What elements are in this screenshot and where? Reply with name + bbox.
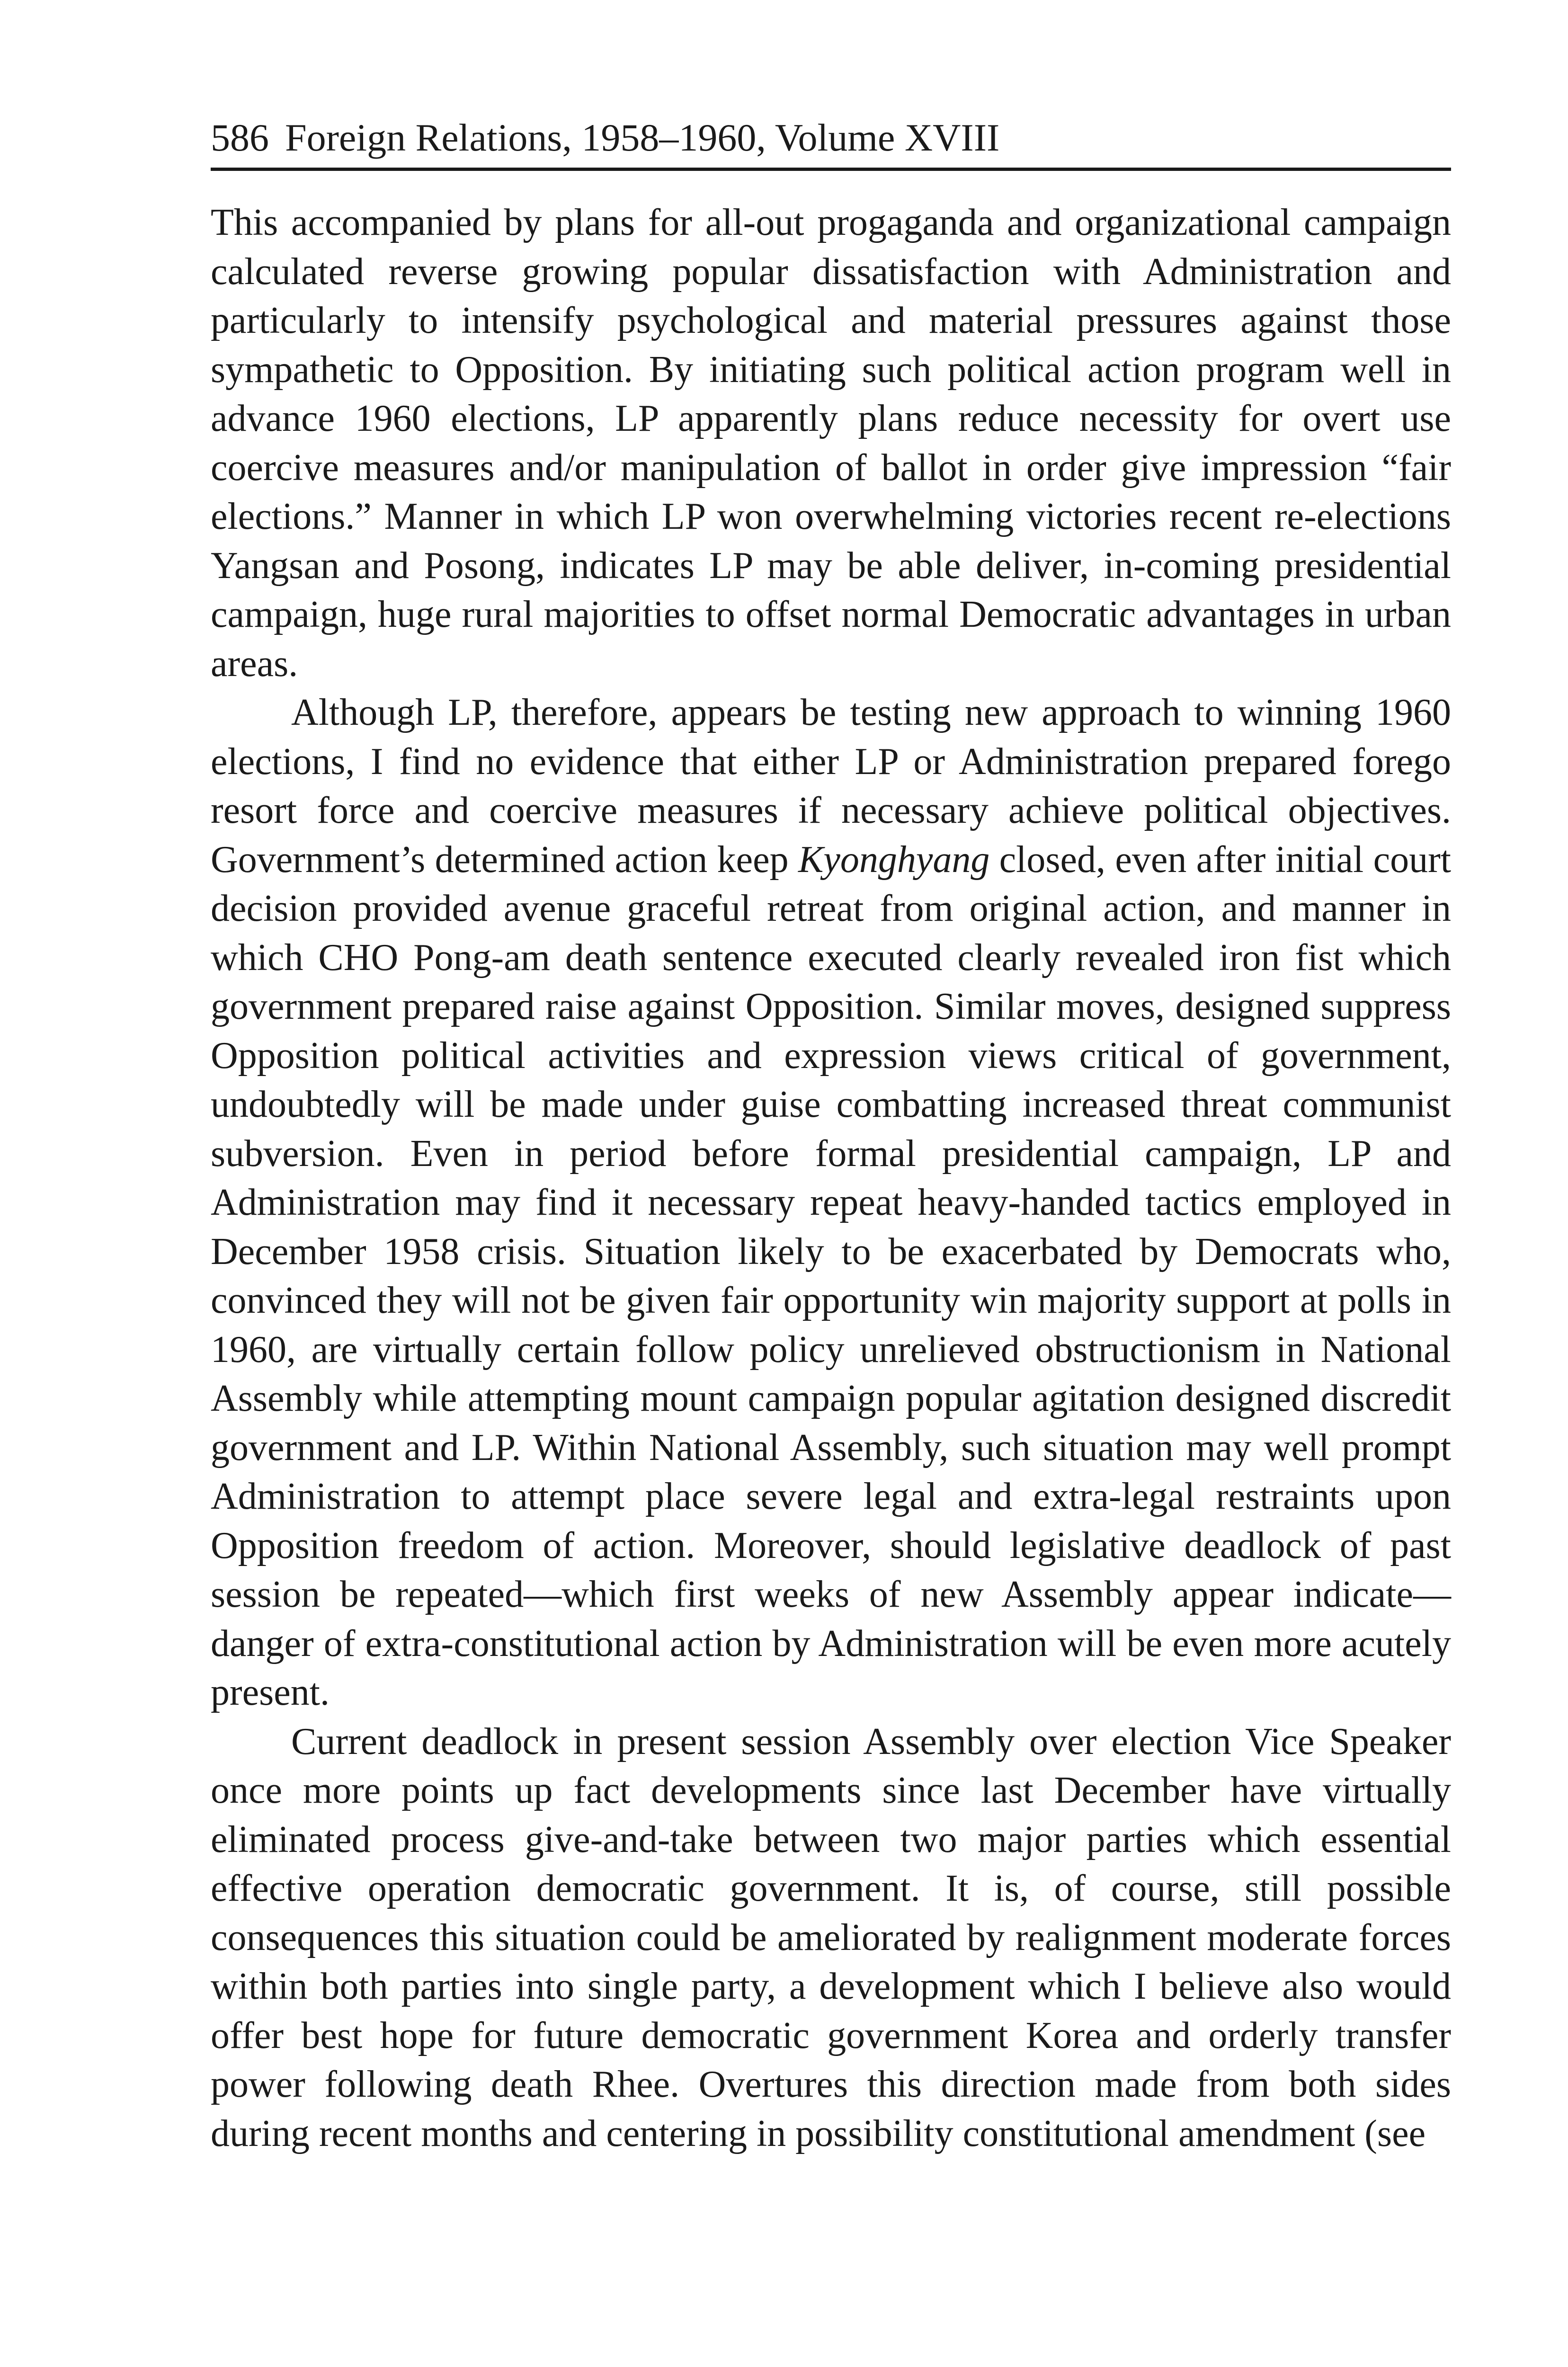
paragraph-3: Current deadlock in present session Assembly over election Vice Speaker once more points up fact developments since last December have virtually eliminated process give-and-take between two major parties which essential effective operation democratic government. It is, of course, still possible consequences this situation could be ameliorated by realignment moderate forces within both parties into single party, a development which I believe also would offer best hope for future democratic government Korea and orderly transfer power following death Rhee. Overtures this direction made from both sides during recent months and centering in possibility constitutional amendment (see [211, 1720, 1451, 2154]
page-number: 586 [211, 116, 269, 159]
paragraph-2 [211, 688, 1451, 1717]
paragraph-2-text-b: closed, even after initial court decision provided avenue graceful retreat from original action, and manner in which CHO Pong-am death sentence executed clearly revealed iron fist which government prepared raise against Opposition. Similar moves, designed suppress Opposition political activities and expression views critical of government, undoubtedly will be made under guise combatting increased threat communist subversion. Even in period before formal presidential campaign, LP and Administration may find it necessary repeat heavy-handed tactics employed in December 1958 crisis. Situation likely to be exacerbated by Democrats who, convinced they will not be given fair opportunity win majority support at polls in 1960, are virtually certain follow policy unrelieved obstructionism in National Assembly while attempting mount campaign popular agitation designed discredit government and LP. Within National Assembly, such situation may well prompt Administration to attempt place severe legal and extra-legal restraints upon Opposition freedom of action. Moreover, should legislative deadlock of past session be repeated—which first weeks of new Assembly appear indicate—danger of extra-constitutional action by Administration will be even more acutely present. [211, 838, 1451, 1713]
newspaper-name: Kyonghyang [798, 838, 990, 881]
running-title: Foreign Relations, 1958–1960, Volume XVIII [285, 116, 1000, 159]
paragraph-2-text-a: Although LP, therefore, appears be testing new approach to winning 1960 elections, I find no evidence that either LP or Administration prepared forego resort force and coercive measures if necessary achieve political objectives. Government’s determined action keep [211, 692, 1451, 881]
running-header [211, 118, 1451, 171]
document-page [211, 118, 1451, 2158]
paragraph-1: This accompanied by plans for all-out progaganda and organizational campaign calculated reverse growing popular dissatisfaction with Administration and particularly to intensify psychological and material pressures against those sympathetic to Opposition. By initiating such political action program well in advance 1960 elections, LP apparently plans reduce necessity for overt use coercive measures and/or manipulation of ballot in order give impression “fair elections.” Manner in which LP won overwhelming victories recent re-elections Yangsan and Posong, indicates LP may be able deliver, in-coming presidential campaign, huge rural majorities to offset normal Democratic advantages in urban areas. [211, 202, 1451, 685]
body-text [211, 198, 1451, 2158]
